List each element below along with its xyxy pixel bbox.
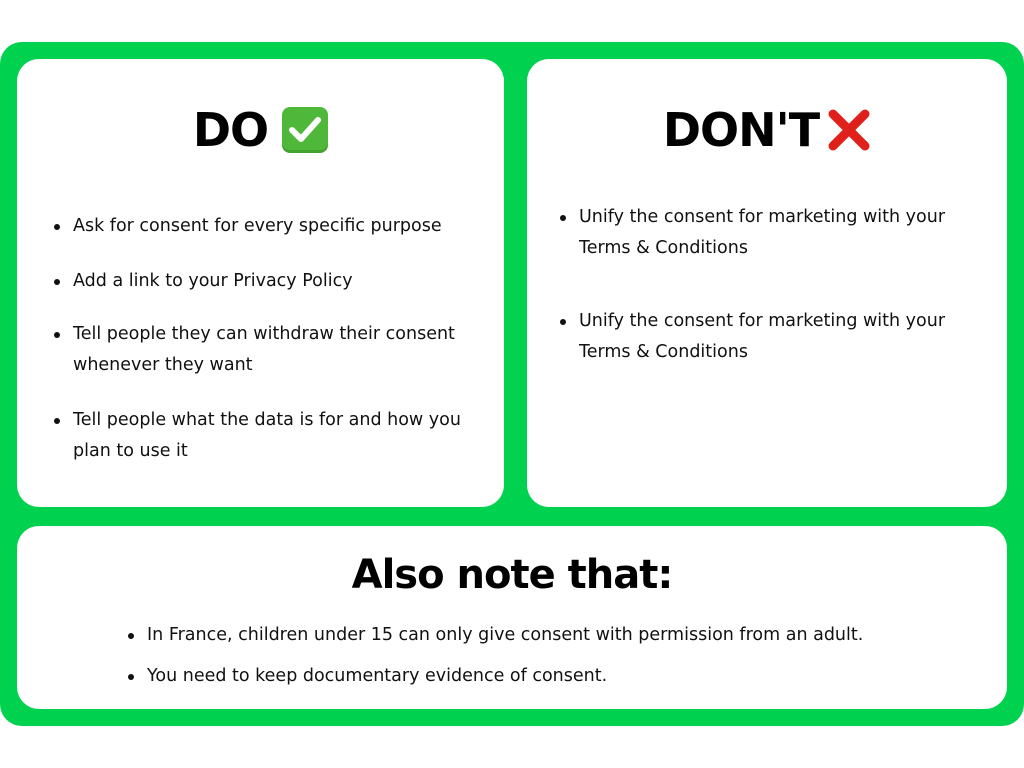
list-item: Ask for consent for every specific purpose — [54, 211, 484, 242]
do-heading — [17, 103, 504, 157]
do-title: DO — [192, 103, 269, 157]
list-item: Add a link to your Privacy Policy — [54, 266, 484, 297]
green-frame — [0, 42, 1024, 726]
do-card — [17, 59, 504, 507]
list-item: Unify the consent for marketing with your Terms & Conditions — [560, 306, 990, 368]
list-item: Tell people what the data is for and how you plan to use it — [54, 405, 484, 467]
list-item: In France, children under 15 can only give consent with permission from an adult. — [128, 620, 988, 651]
note-heading: Also note that: — [351, 552, 673, 598]
check-mark-button-icon — [282, 107, 328, 153]
list-item: You need to keep documentary evidence of consent. — [128, 661, 988, 692]
dont-title: DON'T — [662, 103, 820, 157]
dont-card — [527, 59, 1007, 507]
note-card — [17, 526, 1007, 709]
list-item: Tell people they can withdraw their consent whenever they want — [54, 319, 484, 381]
dont-list — [560, 202, 990, 410]
cross-mark-icon — [827, 108, 871, 152]
do-list — [54, 211, 484, 491]
note-list — [128, 620, 988, 702]
list-item: Unify the consent for marketing with your Terms & Conditions — [560, 202, 990, 264]
dont-heading — [527, 103, 1007, 157]
